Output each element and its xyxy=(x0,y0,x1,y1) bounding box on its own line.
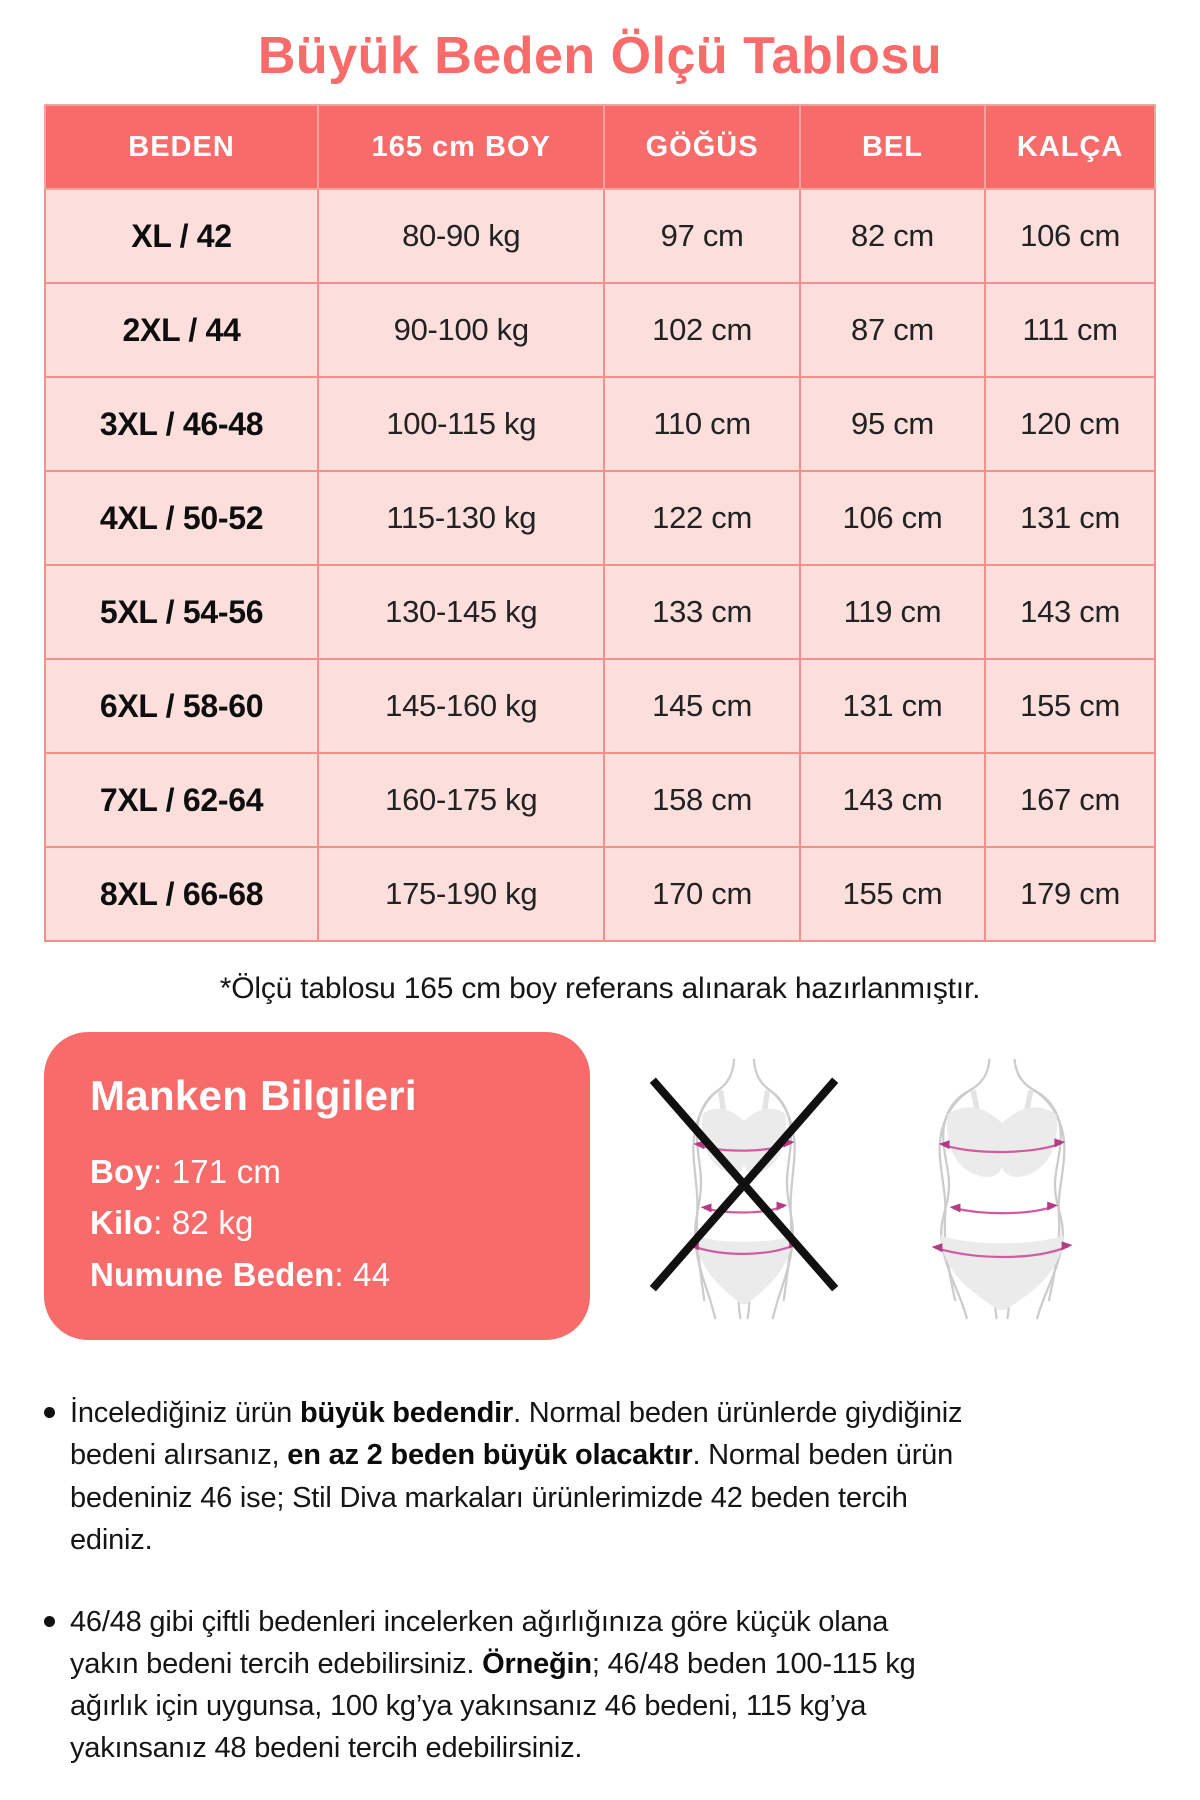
size-cell: XL / 42 xyxy=(45,189,318,283)
model-info-box xyxy=(44,1032,590,1340)
table-row xyxy=(45,659,1155,753)
measurement-cell: 175-190 kg xyxy=(318,847,604,941)
note-item: 46/48 gibi çiftli bedenleri incelerken ağırlığınıza göre küçük olana yakın bedeni tercih edebilirsiniz. Örneğin; 46/48 beden 100-115 kg ağırlık için uygunsa, 100 kg’ya yakınsanız 46 bedeni, 115 kg’ya yakınsanız 48 bedeni tercih edebilirsiniz. xyxy=(44,1601,964,1769)
size-cell: 2XL / 44 xyxy=(45,283,318,377)
measurement-cell: 120 cm xyxy=(985,377,1155,471)
size-table-head xyxy=(45,105,1155,189)
header-row xyxy=(45,105,1155,189)
size-cell: 5XL / 54-56 xyxy=(45,565,318,659)
notes-list xyxy=(44,1392,1156,1768)
table-footnote: *Ölçü tablosu 165 cm boy referans alınarak hazırlanmıştır. xyxy=(219,972,981,1005)
measurement-cell: 106 cm xyxy=(985,189,1155,283)
measurement-cell: 130-145 kg xyxy=(318,565,604,659)
table-row xyxy=(45,377,1155,471)
measurement-cell: 106 cm xyxy=(800,471,985,565)
measurement-cell: 97 cm xyxy=(604,189,799,283)
measurement-cell: 111 cm xyxy=(985,283,1155,377)
column-header: BEL xyxy=(800,105,985,189)
size-cell: 3XL / 46-48 xyxy=(45,377,318,471)
measurement-cell: 133 cm xyxy=(604,565,799,659)
measurement-cell: 102 cm xyxy=(604,283,799,377)
table-row xyxy=(45,565,1155,659)
measurement-cell: 131 cm xyxy=(800,659,985,753)
crossed-out-slim-body-icon xyxy=(641,1058,847,1320)
measurement-cell: 155 cm xyxy=(800,847,985,941)
size-cell: 4XL / 50-52 xyxy=(45,471,318,565)
model-info-section xyxy=(44,1032,1156,1340)
measurement-cell: 143 cm xyxy=(985,565,1155,659)
measurement-cell: 87 cm xyxy=(800,283,985,377)
measurement-cell: 179 cm xyxy=(985,847,1155,941)
table-row xyxy=(45,753,1155,847)
measurement-cell: 170 cm xyxy=(604,847,799,941)
table-row xyxy=(45,189,1155,283)
measurement-cell: 145-160 kg xyxy=(318,659,604,753)
model-info-title: Manken Bilgileri xyxy=(90,1072,417,1119)
measurement-cell: 82 cm xyxy=(800,189,985,283)
table-row xyxy=(45,471,1155,565)
measurement-cell: 158 cm xyxy=(604,753,799,847)
size-table-body xyxy=(45,189,1155,941)
measurement-cell: 145 cm xyxy=(604,659,799,753)
size-cell: 7XL / 62-64 xyxy=(45,753,318,847)
measurement-cell: 143 cm xyxy=(800,753,985,847)
model-info-lines xyxy=(90,1146,544,1300)
size-table xyxy=(44,104,1156,942)
measurement-cell: 110 cm xyxy=(604,377,799,471)
column-header: GÖĞÜS xyxy=(604,105,799,189)
size-cell: 8XL / 66-68 xyxy=(45,847,318,941)
note-item: İncelediğiniz ürün büyük bedendir. Normal beden ürünlerde giydiğiniz bedeni alırsanız, en az 2 beden büyük olacaktır. Normal beden ürün bedeniniz 46 ise; Stil Diva markaları ürünlerimizde 42 beden tercih ediniz. xyxy=(44,1392,964,1560)
measurement-cell: 160-175 kg xyxy=(318,753,604,847)
plus-size-body-icon xyxy=(899,1058,1105,1320)
page-title: Büyük Beden Ölçü Tablosu xyxy=(257,27,943,85)
measurement-cell: 122 cm xyxy=(604,471,799,565)
table-row xyxy=(45,847,1155,941)
table-row xyxy=(45,283,1155,377)
measurement-cell: 115-130 kg xyxy=(318,471,604,565)
column-header: 165 cm BOY xyxy=(318,105,604,189)
measurement-cell: 100-115 kg xyxy=(318,377,604,471)
model-info-line: Numune Beden: 44 xyxy=(90,1255,391,1293)
measurement-cell: 80-90 kg xyxy=(318,189,604,283)
model-info-line: Boy: 171 cm xyxy=(90,1153,282,1190)
column-header: BEDEN xyxy=(45,105,318,189)
size-cell: 6XL / 58-60 xyxy=(45,659,318,753)
column-header: KALÇA xyxy=(985,105,1155,189)
measurement-cell: 95 cm xyxy=(800,377,985,471)
body-figures xyxy=(590,1032,1156,1340)
model-info-line: Kilo: 82 kg xyxy=(90,1204,254,1242)
measurement-cell: 119 cm xyxy=(800,565,985,659)
measurement-cell: 155 cm xyxy=(985,659,1155,753)
measurement-cell: 131 cm xyxy=(985,471,1155,565)
measurement-cell: 90-100 kg xyxy=(318,283,604,377)
measurement-cell: 167 cm xyxy=(985,753,1155,847)
